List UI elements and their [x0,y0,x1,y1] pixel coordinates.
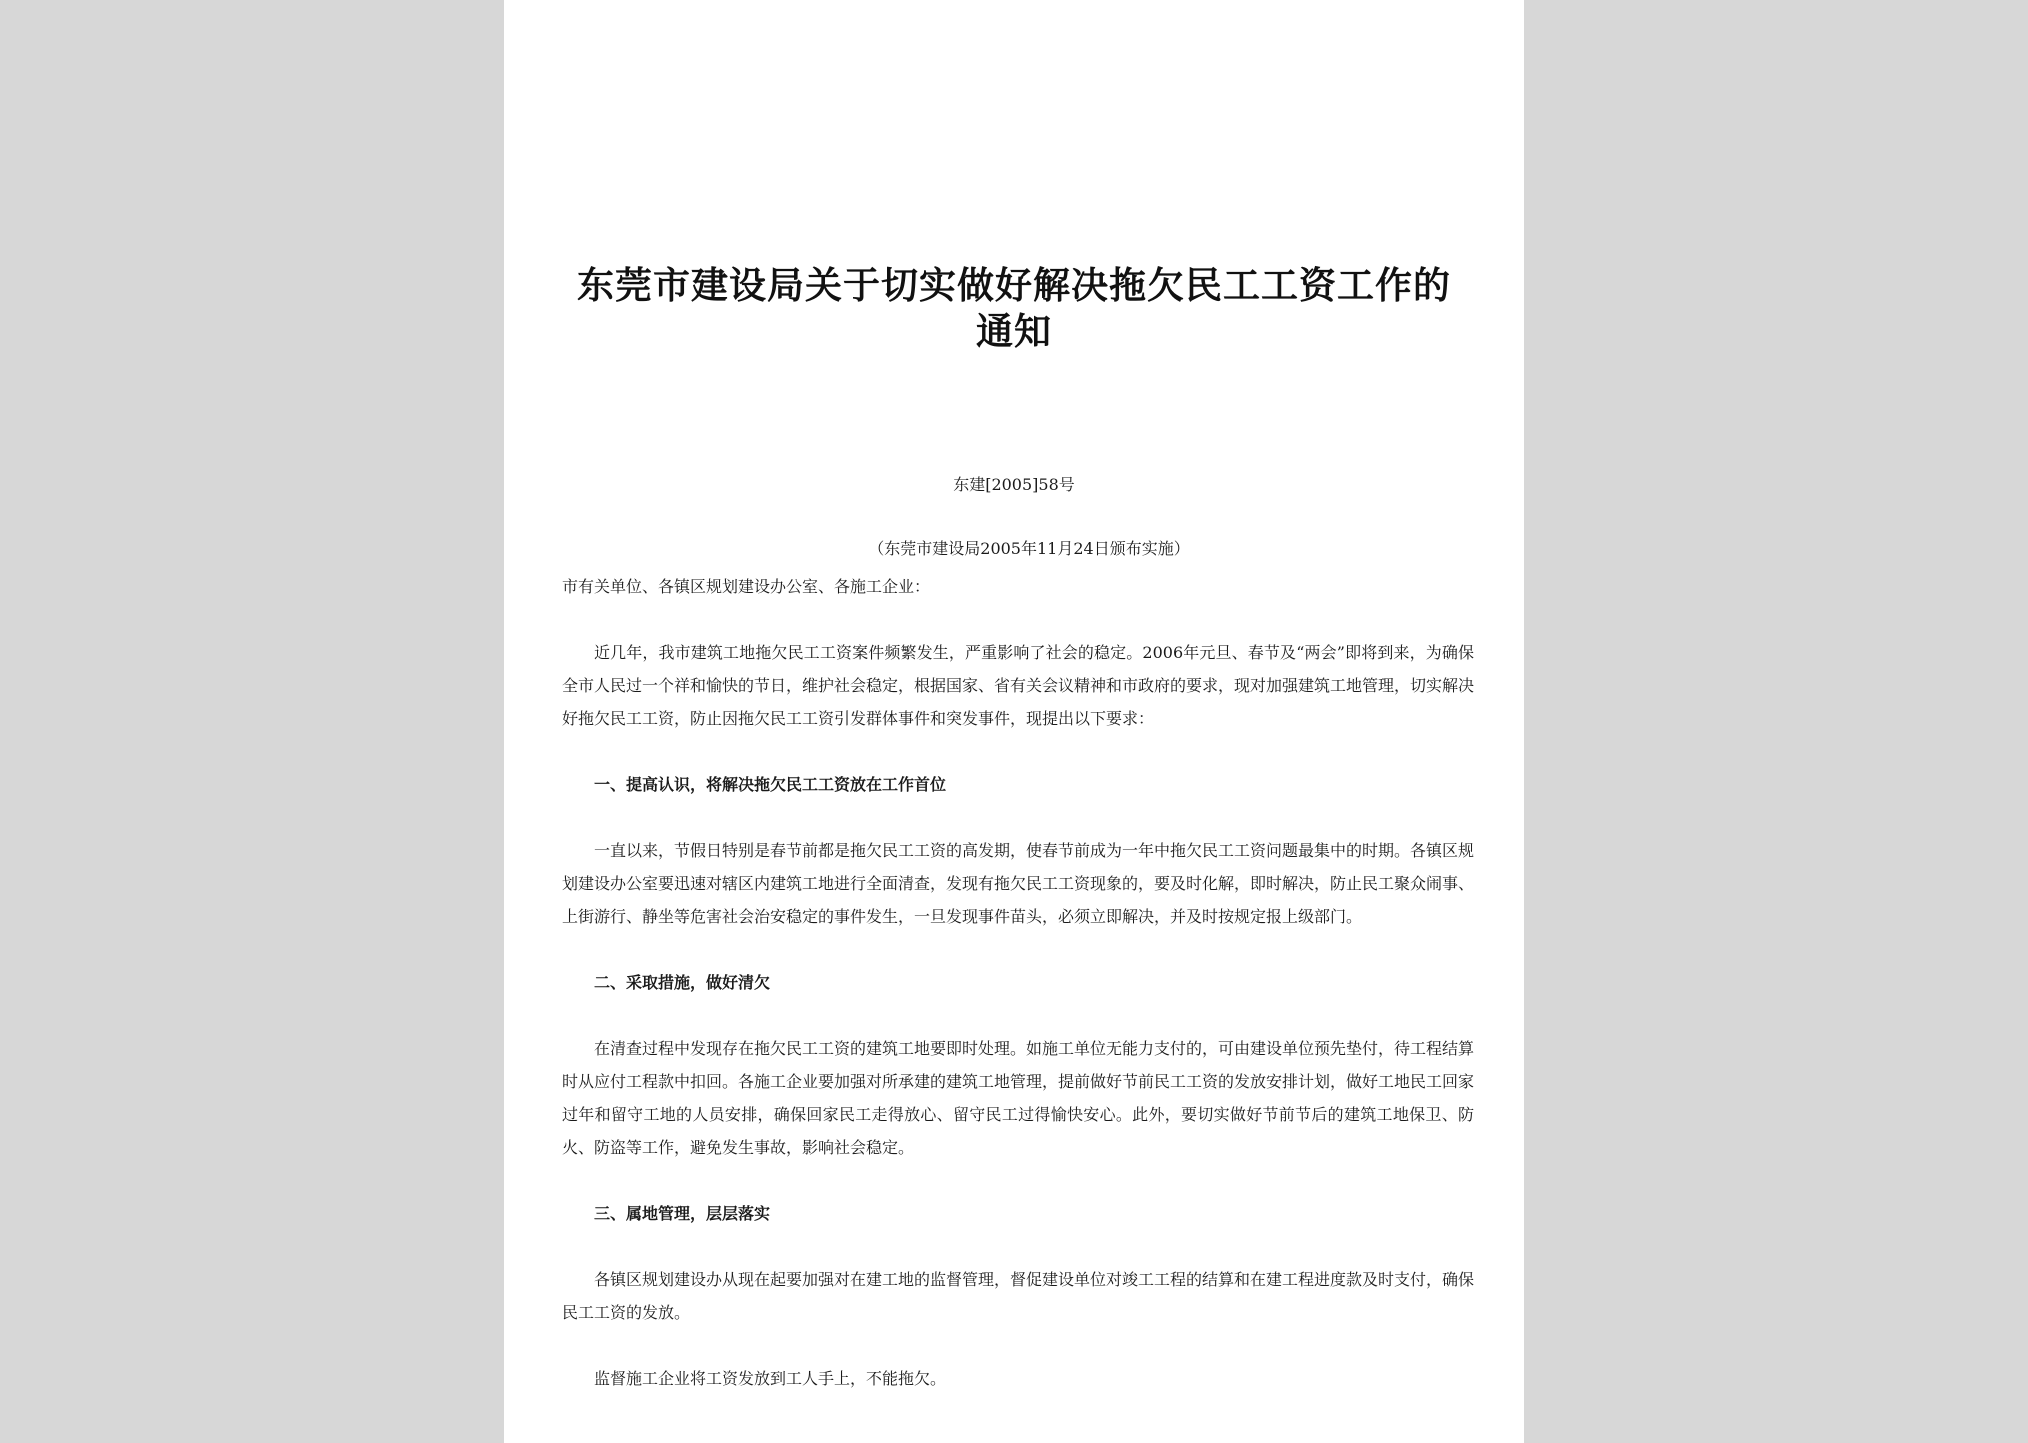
document-page [504,0,1524,1443]
document-number: 东建[2005]58号 [953,475,1075,494]
section-3-paragraph-1: 各镇区规划建设办从现在起要加强对在建工地的监督管理，督促建设单位对竣工工程的结算和在建工程进度款及时支付，确保民工工资的发放。 [562,1270,1475,1322]
addressee: 市有关单位、各镇区规划建设办公室、各施工企业： [562,577,931,596]
section-2-paragraph-1: 在清查过程中发现存在拖欠民工工资的建筑工地要即时处理。如施工单位无能力支付的，可由建设单位预先垫付，待工程结算时从应付工程款中扣回。各施工企业要加强对所承建的建筑工地管理，提前做好节前民工工资的发放安排计划，做好工地民工回家过年和留守工地的人员安排，确保回家民工走得放心、留守民工过得愉快安心。此外，要切实做好节前节后的建筑工地保卫、防火、防盗等工作，避免发生事故，影响社会稳定。 [562,1039,1475,1157]
intro-paragraph: 近几年，我市建筑工地拖欠民工工资案件频繁发生，严重影响了社会的稳定。2006年元旦、春节及“两会”即将到来，为确保全市人民过一个祥和愉快的节日，维护社会稳定，根据国家、省有关会议精神和市政府的要求，现对加强建筑工地管理，切实解决好拖欠民工工资，防止因拖欠民工工资引发群体事件和突发事件，现提出以下要求： [562,643,1475,728]
section-heading-3: 三、属地管理，层层落实 [594,1204,771,1223]
document-body [562,570,1474,1395]
issue-note: （东莞市建设局2005年11月24日颁布实施） [868,539,1190,558]
section-heading-1: 一、提高认识，将解决拖欠民工工资放在工作首位 [594,775,947,794]
section-heading-2: 二、采取措施，做好清欠 [594,973,771,992]
section-3-paragraph-2: 监督施工企业将工资发放到工人手上，不能拖欠。 [594,1369,947,1388]
section-1-paragraph-1: 一直以来，节假日特别是春节前都是拖欠民工工资的高发期，使春节前成为一年中拖欠民工工资问题最集中的时期。各镇区规划建设办公室要迅速对辖区内建筑工地进行全面清查，发现有拖欠民工工资现象的，要及时化解，即时解决，防止民工聚众闹事、上街游行、静坐等危害社会治安稳定的事件发生，一旦发现事件苗头，必须立即解决，并及时按规定报上级部门。 [562,841,1475,926]
document-title: 东莞市建设局关于切实做好解决拖欠民工工资工作的通知 [577,263,1451,353]
